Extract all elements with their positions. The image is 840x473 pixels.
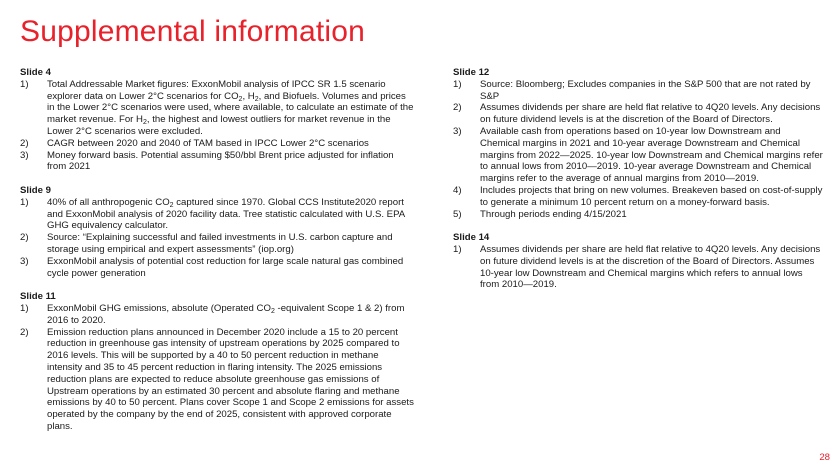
- section-slide-9: [20, 185, 415, 279]
- list-item: [20, 150, 415, 174]
- item-number: 1): [20, 302, 29, 314]
- list-item: [20, 232, 415, 256]
- section-heading: Slide 4: [20, 67, 51, 78]
- item-number: 2): [20, 326, 29, 338]
- list-item: [20, 327, 415, 433]
- section-heading: Slide 11: [20, 291, 56, 303]
- section-heading: Slide 14: [453, 232, 490, 244]
- item-text: ExxonMobil GHG emissions, absolute (Operated $CO_2$ -equivalent Scope 1 & 2) from 2016 to 2020.: [47, 302, 405, 326]
- item-text: Money forward basis. Potential assuming $50/bbl Brent price adjusted for inflation from 2021: [47, 149, 394, 173]
- section-heading: Slide 9: [20, 184, 51, 196]
- list-item: [20, 79, 415, 138]
- item-text: CAGR between 2020 and 2040 of TAM based in IPCC Lower 2°C scenarios: [47, 137, 369, 149]
- list-item: [453, 79, 823, 103]
- item-number: 5): [453, 208, 462, 220]
- item-text: Includes projects that bring on new volumes. Breakeven based on cost-of-supply to generate a minimum 10 percent return on a money-forward basis.: [480, 184, 823, 208]
- item-text: Available cash from operations based on 10-year low Downstream and Chemical margins in 2021 and 10-year average Downstream and Chemical margins from 2022—2025. 10-year low Downstream and Chemical margins refer to annual lows from 2010—2019. 10-year average Downstream and Chemical margins refer to the average of annual margins from 2010—2019.: [480, 125, 823, 185]
- left-column: [20, 67, 415, 445]
- item-text: 40% of all anthropogenic $CO_2$ captured since 1970. Global CCS Institute2020 report and ExxonMobil analysis of 2020 facility data. Tree statistic calculated with U.S. EPA GHG equivalency calculator.: [47, 196, 405, 232]
- list-item: [453, 209, 823, 221]
- list-item: [20, 197, 415, 232]
- item-text: ExxonMobil analysis of potential cost reduction for large scale natural gas combined cycle power generation: [47, 255, 404, 279]
- section-slide-12: [453, 67, 823, 220]
- section-heading: Slide 12: [453, 67, 490, 78]
- section-slide-4: [20, 67, 415, 173]
- item-number: 1): [453, 243, 462, 255]
- list-item: [20, 138, 415, 150]
- item-number: 4): [453, 184, 462, 196]
- item-number: 2): [453, 102, 462, 114]
- item-number: 1): [453, 78, 462, 90]
- list-item: [453, 185, 823, 209]
- item-number: 2): [20, 232, 29, 244]
- item-text: Assumes dividends per share are held flat relative to 4Q20 levels. Any decisions on future dividend levels is at the discretion of the Board of Directors.: [480, 102, 821, 126]
- item-number: 3): [20, 255, 29, 267]
- list-item: [453, 244, 823, 291]
- item-number: 1): [20, 78, 29, 90]
- right-column: [453, 67, 823, 303]
- item-number: 3): [20, 149, 29, 161]
- item-text: Source: Bloomberg; Excludes companies in the S&P 500 that are not rated by S&P: [480, 78, 811, 102]
- item-text: Source: “Explaining successful and failed investments in U.S. carbon capture and storage using empirical and expert assessments” (iop.org): [47, 232, 393, 255]
- section-slide-11: [20, 291, 415, 433]
- list-item: [20, 303, 415, 327]
- page-number: 28: [819, 452, 830, 463]
- item-number: 2): [20, 137, 29, 149]
- item-text: Emission reduction plans announced in December 2020 include a 15 to 20 percent reduction in greenhouse gas intensity of upstream operations by 2025 compared to 2016 levels. This will be supported by a 40 to 50 percent reduction in methane intensity and 35 to 45 percent reduction in flaring intensity. The 2025 emissions reduction plans are expected to reduce absolute greenhouse gas emissions of Upstream operations by an estimated 30 percent and absolute flaring and methane emissions by 40 to 50 percent. Plans cover Scope 1 and Scope 2 emissions for assets operated by the company by the end of 2025, consistent with approved corporate plans.: [47, 326, 414, 432]
- item-number: 1): [20, 196, 29, 208]
- list-item: [453, 126, 823, 185]
- item-text: Assumes dividends per share are held flat relative to 4Q20 levels. Any decisions on future dividend levels is at the discretion of the Board of Directors. Assumes 10-year low Downstream and Chemical margins which refers to annual lows from 2010—2019.: [480, 243, 821, 291]
- section-slide-14: [453, 232, 823, 291]
- list-item: [453, 102, 823, 126]
- list-item: [20, 256, 415, 280]
- item-text: Total Addressable Market figures: ExxonMobil analysis of IPCC SR 1.5 scenario explorer data on Lower 2°C scenarios for $CO_2$, $H_2$, and Biofuels. Volumes and prices in the Lower 2°C scenarios were used, where available, to calculate an estimate of the market revenue. For $H_2$, the highest and lowest outliers for market revenue in the Lower 2°C scenarios were excluded.: [47, 78, 414, 137]
- item-text: Through periods ending 4/15/2021: [480, 208, 627, 220]
- item-number: 3): [453, 125, 462, 137]
- page-title: Supplemental information: [20, 15, 365, 48]
